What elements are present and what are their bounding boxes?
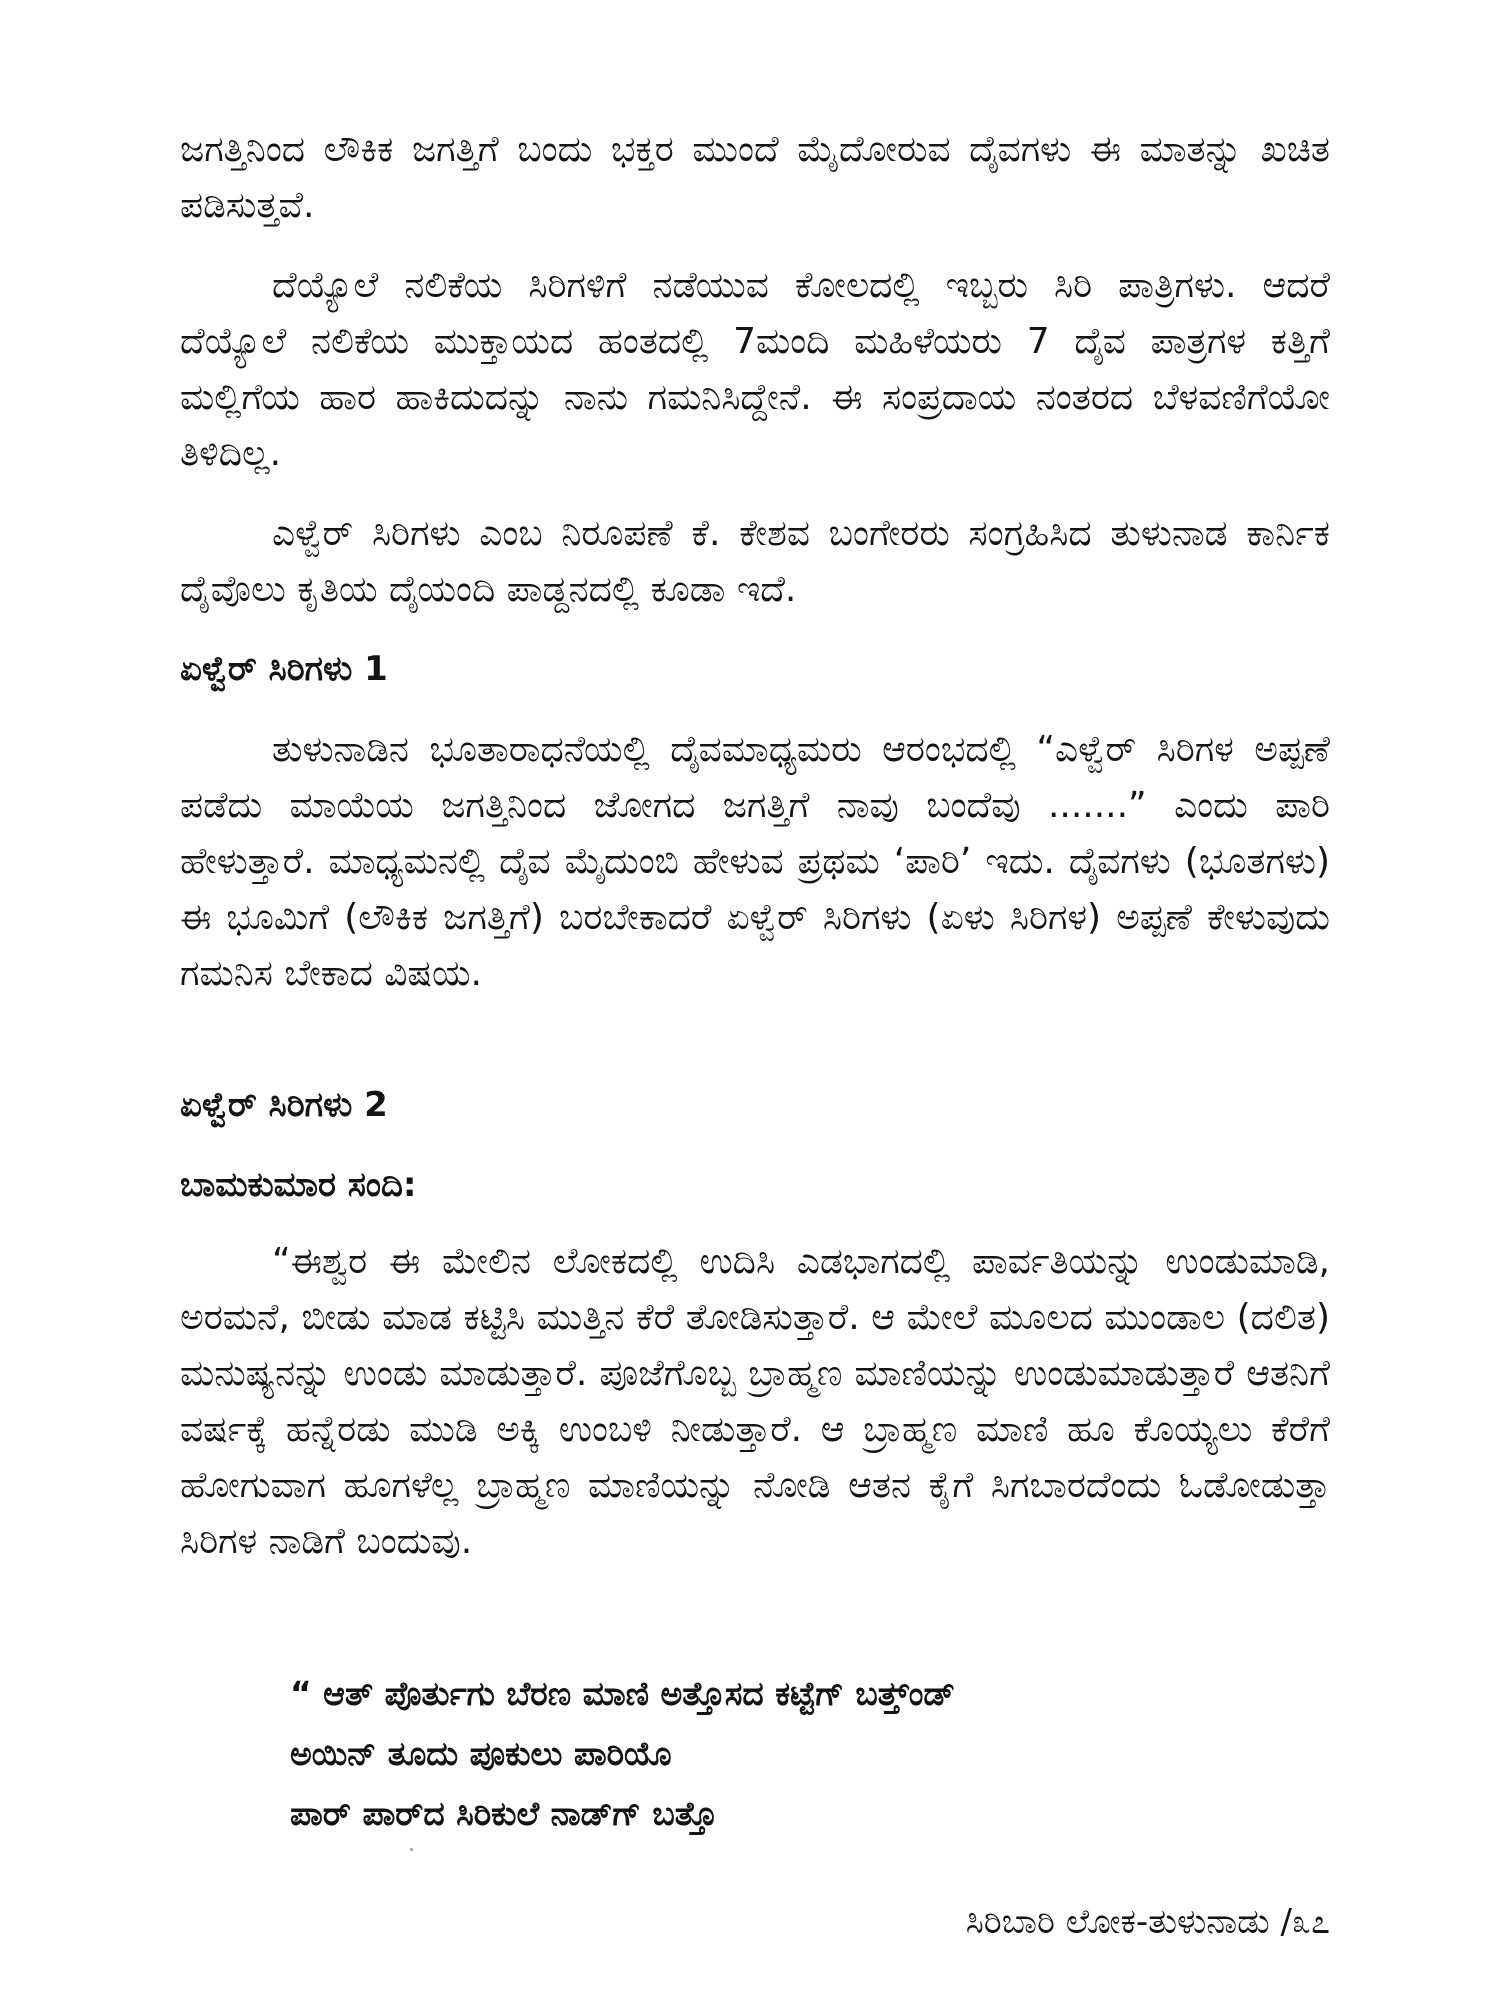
paragraph-4: ತುಳುನಾಡಿನ ಭೂತಾರಾಧನೆಯಲ್ಲಿ ದೈವಮಾಧ್ಯಮರು ಆರಂಭದಲ್ಲಿ “ಎಳ್ವೆರ್ ಸಿರಿಗಳ ಅಪ್ಪಣೆ ಪಡೆದು ಮಾಯೆಯ ಜಗತ್ತಿನಿಂದ ಜೋಗದ ಜಗತ್ತಿಗೆ ನಾವು ಬಂದೆವು .......” ಎಂದು ಪಾರಿ ಹೇಳುತ್ತಾರೆ. ಮಾಧ್ಯಮನಲ್ಲಿ ದೈವ ಮೈದುಂಬಿ ಹೇಳುವ ಪ್ರಥಮ ‘ಪಾರಿ’ ಇದು. ದೈವಗಳು (ಭೂತಗಳು) ಈ ಭೂಮಿಗೆ (ಲೌಕಿಕ ಜಗತ್ತಿಗೆ) ಬರಬೇಕಾದರೆ ಏಳ್ವೆರ್ ಸಿರಿಗಳು (ಏಳು ಸಿರಿಗಳ) ಅಪ್ಪಣೆ ಕೇಳುವುದು ಗಮನಿಸ ಬೇಕಾದ ವಿಷಯ. [180, 729, 1330, 994]
verse-line-3: ಪಾರ್ ಪಾರ್‌ದ ಸಿರಿಕುಲೆ ನಾಡ್‌ಗ್ ಬತ್ತೊ [290, 1794, 718, 1833]
paragraph-block-2 [180, 258, 1330, 482]
paragraph-block-3 [180, 506, 1330, 618]
section-heading-1: ಏಳ್ವೆರ್ ಸಿರಿಗಳು 1 [180, 649, 388, 689]
paragraph-2: ದೆಯ್ಯೊಲೆ ನಲಿಕೆಯ ಸಿರಿಗಳಿಗೆ ನಡೆಯುವ ಕೋಲದಲ್ಲಿ ಇಬ್ಬರು ಸಿರಿ ಪಾತ್ರಿಗಳು. ಆದರೆ ದೆಯ್ಯೊಲೆ ನಲಿಕೆಯ ಮುಕ್ತಾಯದ ಹಂತದಲ್ಲಿ 7ಮಂದಿ ಮಹಿಳೆಯರು 7 ದೈವ ಪಾತ್ರಗಳ ಕತ್ತಿಗೆ ಮಲ್ಲಿಗೆಯ ಹಾರ ಹಾಕಿದುದನ್ನು ನಾನು ಗಮನಿಸಿದ್ದೇನೆ. ಈ ಸಂಪ್ರದಾಯ ನಂತರದ ಬೆಳವಣಿಗೆಯೋ ತಿಳಿದಿಲ್ಲ. [180, 265, 1330, 474]
subsection-heading-block [180, 1160, 1330, 1210]
paragraph-3: ಎಳ್ವೆರ್ ಸಿರಿಗಳು ಎಂಬ ನಿರೂಪಣೆ ಕೆ. ಕೇಶವ ಬಂಗೇರರು ಸಂಗ್ರಹಿಸಿದ ತುಳುನಾಡ ಕಾರ್ನಿಕ ದೈವೊಲು ಕೃತಿಯ ದೈಯಂದಿ ಪಾಡ್ದನದಲ್ಲಿ ಕೂಡಾ ಇದೆ. [180, 513, 1330, 610]
paragraph-block-4 [180, 722, 1330, 1002]
paragraph-5: “ಈಶ್ವರ ಈ ಮೇಲಿನ ಲೋಕದಲ್ಲಿ ಉದಿಸಿ ಎಡಭಾಗದಲ್ಲಿ ಪಾರ್ವತಿಯನ್ನು ಉಂಡುಮಾಡಿ, ಅರಮನೆ, ಬೀಡು ಮಾಡ ಕಟ್ಟಿಸಿ ಮುತ್ತಿನ ಕೆರೆ ತೋಡಿಸುತ್ತಾರೆ. ಆ ಮೇಲೆ ಮೂಲದ ಮುಂಡಾಲ (ದಲಿತ) ಮನುಷ್ಯನನ್ನು ಉಂಡು ಮಾಡುತ್ತಾರೆ. ಪೂಜೆಗೊಬ್ಬ ಬ್ರಾಹ್ಮಣ ಮಾಣಿಯನ್ನು ಉಂಡುಮಾಡುತ್ತಾರೆ ಆತನಿಗೆ ವರ್ಷಕ್ಕೆ ಹನ್ನೆರಡು ಮುಡಿ ಅಕ್ಕಿ ಉಂಬಳಿ ನೀಡುತ್ತಾರೆ. ಆ ಬ್ರಾಹ್ಮಣ ಮಾಣಿ ಹೂ ಕೊಯ್ಯಲು ಕೆರೆಗೆ ಹೋಗುವಾಗ ಹೂಗಳೆಲ್ಲ ಬ್ರಾಹ್ಮಣ ಮಾಣಿಯನ್ನು ನೋಡಿ ಆತನ ಕೈಗೆ ಸಿಗಬಾರದೆಂದು ಓಡೋಡುತ್ತಾ ಸಿರಿಗಳ ನಾಡಿಗೆ ಬಂದುವು. [180, 1241, 1330, 1562]
subsection-heading: ಬಾಮಕುಮಾರ ಸಂದಿ: [180, 1165, 417, 1205]
scan-speck [410, 1848, 413, 1851]
paragraph-block-5 [180, 1234, 1330, 1570]
section-heading-block-1 [180, 644, 1330, 694]
paragraph-1: ಜಗತ್ತಿನಿಂದ ಲೌಕಿಕ ಜಗತ್ತಿಗೆ ಬಂದು ಭಕ್ತರ ಮುಂದೆ ಮೈದೋರುವ ದೈವಗಳು ಈ ಮಾತನ್ನು ಖಚಿತ ಪಡಿಸುತ್ತವೆ. [180, 129, 1330, 226]
verse-line-2: ಅಯಿನ್ ತೂದು ಪೂಕುಲು ಪಾರಿಯೊ [290, 1734, 672, 1773]
paragraph-continuation [180, 122, 1330, 234]
page-footer: ಸಿರಿಬಾರಿ ಲೋಕ-ತುಳುನಾಡು /೩೭ [965, 1902, 1330, 1942]
verse-line-1: “ ಆತ್ ಪೊರ್ತುಗು ಬೆರಣ ಮಾಣಿ ಅತ್ತೊಸದ ಕಟ್ಟೆಗ್ ಬತ್ತ್ಂಡ್ [290, 1674, 956, 1713]
verse-block [290, 1664, 1290, 1844]
section-heading-2: ಏಳ್ವೆರ್ ಸಿರಿಗಳು 2 [180, 1085, 388, 1125]
section-heading-block-2 [180, 1080, 1330, 1130]
